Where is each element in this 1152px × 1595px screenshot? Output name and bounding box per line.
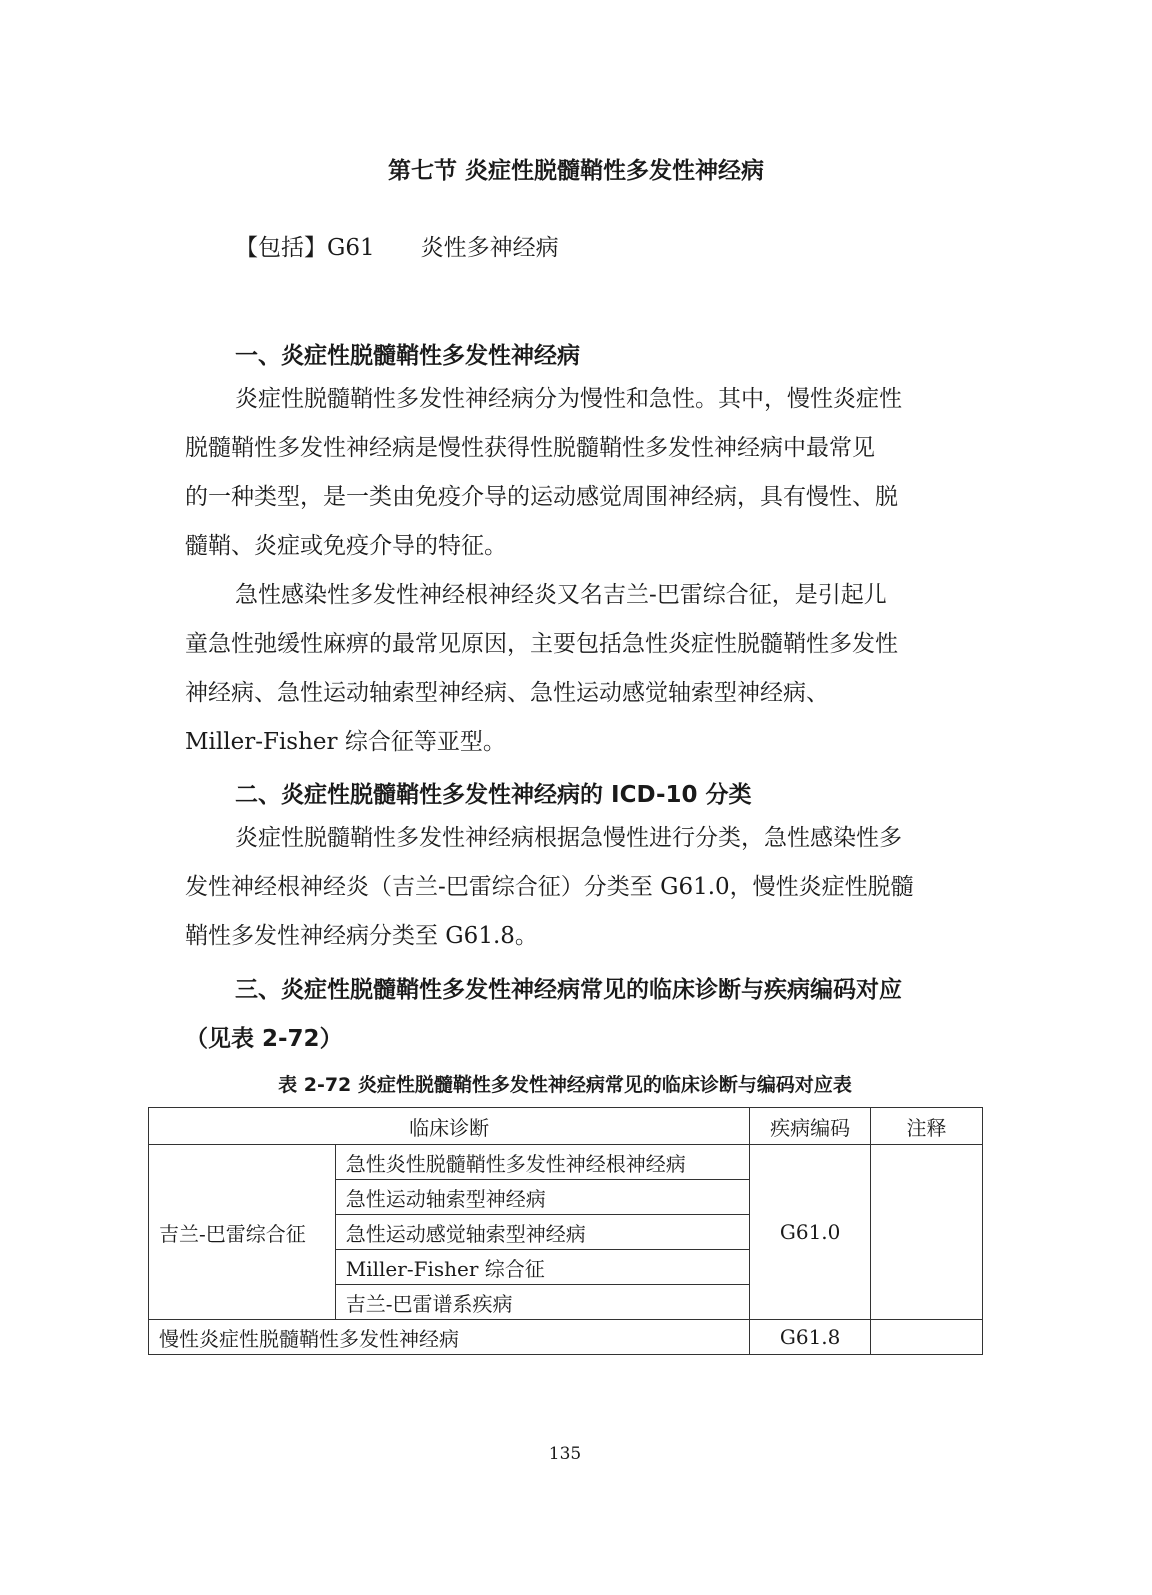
- header-diagnosis: 临床诊断: [149, 1108, 750, 1145]
- subtype-cell: 急性运动轴索型神经病: [335, 1180, 749, 1215]
- subtype-cell: 急性炎性脱髓鞘性多发性神经根神经病: [335, 1145, 749, 1180]
- para1-line-3: 的一种类型，是一类由免疫介导的运动感觉周围神经病，具有慢性、脱: [185, 484, 898, 510]
- table-row: [149, 1320, 983, 1355]
- para2-line-1: 急性感染性多发性神经根神经炎又名吉兰-巴雷综合征，是引起儿: [235, 582, 887, 608]
- para2-line-4: Miller-Fisher 综合征等亚型。: [185, 729, 506, 755]
- group-code-cell: G61.0: [750, 1145, 871, 1320]
- row2-note-cell: [871, 1320, 983, 1355]
- group-note-cell: [871, 1145, 983, 1320]
- table-caption: 表 2-72 炎症性脱髓鞘性多发性神经病常见的临床诊断与编码对应表: [278, 1074, 852, 1096]
- header-note: 注释: [871, 1108, 983, 1145]
- heading-3-line-1: 三、炎症性脱髓鞘性多发性神经病常见的临床诊断与疾病编码对应: [235, 977, 902, 1003]
- para3-line-2: 发性神经根神经炎（吉兰-巴雷综合征）分类至 G61.0，慢性炎症性脱髓: [185, 874, 914, 900]
- para2-line-2: 童急性弛缓性麻痹的最常见原因，主要包括急性炎症性脱髓鞘性多发性: [185, 631, 898, 657]
- heading-2: 二、炎症性脱髓鞘性多发性神经病的 ICD-10 分类: [235, 782, 752, 808]
- include-name: 炎性多神经病: [420, 235, 559, 261]
- subtype-cell: 急性运动感觉轴索型神经病: [335, 1215, 749, 1250]
- group-name-cell: 吉兰-巴雷综合征: [149, 1145, 336, 1320]
- para3-line-1: 炎症性脱髓鞘性多发性神经病根据急慢性进行分类，急性感染性多: [235, 825, 902, 851]
- table-row: [149, 1145, 983, 1180]
- row2-code-cell: G61.8: [750, 1320, 871, 1355]
- para2-line-3: 神经病、急性运动轴索型神经病、急性运动感觉轴索型神经病、: [185, 680, 829, 706]
- table-header-row: [149, 1108, 983, 1145]
- subtype-cell: 吉兰-巴雷谱系疾病: [335, 1285, 749, 1320]
- para1-line-2: 脱髓鞘性多发性神经病是慢性获得性脱髓鞘性多发性神经病中最常见: [185, 435, 875, 461]
- header-code: 疾病编码: [750, 1108, 871, 1145]
- page-number: 135: [548, 1444, 582, 1464]
- include-code: G61: [327, 235, 375, 261]
- heading-1: 一、炎症性脱髓鞘性多发性神经病: [235, 343, 580, 369]
- include-label: 【包括】: [235, 235, 327, 261]
- para1-line-4: 髓鞘、炎症或免疫介导的特征。: [185, 533, 507, 559]
- diagnosis-code-table: [148, 1107, 983, 1355]
- section-title: 第七节 炎症性脱髓鞘性多发性神经病: [387, 158, 764, 184]
- include-line: [235, 229, 559, 262]
- para1-line-1: 炎症性脱髓鞘性多发性神经病分为慢性和急性。其中，慢性炎症性: [235, 386, 902, 412]
- subtype-cell: Miller-Fisher 综合征: [335, 1250, 749, 1285]
- heading-3-line-2: （见表 2-72）: [185, 1026, 343, 1052]
- row2-name-cell: 慢性炎症性脱髓鞘性多发性神经病: [149, 1320, 750, 1355]
- para3-line-3: 鞘性多发性神经病分类至 G61.8。: [185, 923, 538, 949]
